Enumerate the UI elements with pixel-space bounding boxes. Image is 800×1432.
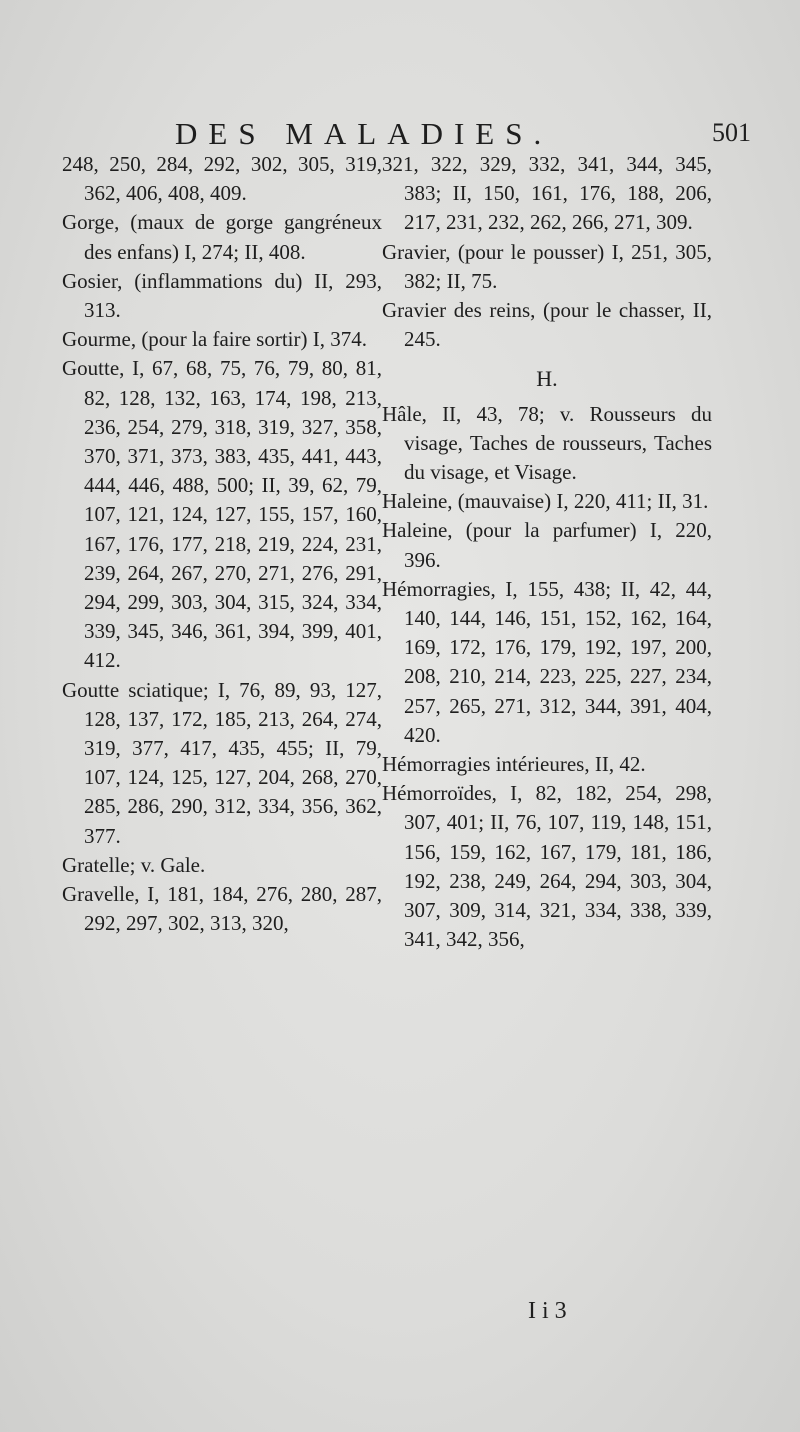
section-letter-heading: H.	[536, 366, 558, 392]
index-entry: Gorge, (maux de gorge gangréneux des enfans) I, 274; II, 408.	[62, 210, 382, 264]
index-entry: Gratelle; v. Gale.	[62, 852, 206, 877]
index-entry: Haleine, (mauvaise) I, 220, 411; II, 31.	[382, 489, 709, 514]
index-entry: Hémorragies intérieures, II, 42.	[382, 752, 646, 777]
index-entry: Gravier des reins, (pour le chasser, II, 245.	[382, 298, 712, 352]
index-entry: Gourme, (pour la faire sortir) I, 374.	[62, 327, 367, 352]
index-entry: Haleine, (pour la parfumer) I, 220, 396.	[382, 518, 712, 572]
index-entry: 248, 250, 284, 292, 302, 305, 319, 362, 406, 408, 409.	[62, 152, 382, 206]
left-column	[62, 150, 382, 938]
index-entry: Hâle, II, 43, 78; v. Rousseurs du visage, Taches de rousseurs, Taches du visage, et Visage.	[382, 401, 712, 485]
running-title: DES MALADIES.	[175, 116, 553, 151]
index-entry: Goutte sciatique; I, 76, 89, 93, 127, 128, 137, 172, 185, 213, 264, 274, 319, 377, 417, 435, 455; II, 79, 107, 124, 125, 127, 204, 268, 270, 285, 286, 290, 312, 334, 356, 362, 377.	[62, 677, 382, 848]
index-entry: 321, 322, 329, 332, 341, 344, 345, 383; II, 150, 161, 176, 188, 206, 217, 231, 232, 262, 266, 271, 309.	[382, 152, 712, 235]
index-entry: Gosier, (inflammations du) II, 293, 313.	[62, 268, 382, 323]
index-entry: Gravier, (pour le pousser) I, 251, 305, 382; II, 75.	[382, 239, 712, 293]
index-entry: Hémorroïdes, I, 82, 182, 254, 298, 307, 401; II, 76, 107, 119, 148, 151, 156, 159, 162, 167, 179, 181, 186, 192, 238, 249, 264, 294, 303, 304, 307, 309, 314, 321, 334, 338, 339, 341, 342, 356,	[382, 781, 712, 952]
page-number: 501	[712, 118, 751, 147]
index-entry: Goutte, I, 67, 68, 75, 76, 79, 80, 81, 82, 128, 132, 163, 174, 198, 213, 236, 254, 279, 318, 319, 327, 358, 370, 371, 373, 383, 435, 441, 443, 444, 446, 488, 500; II, 39, 62, 79, 107, 121, 124, 127, 155, 157, 160, 167, 176, 177, 218, 219, 224, 231, 239, 264, 267, 270, 271, 276, 291, 294, 299, 303, 304, 315, 324, 334, 339, 345, 346, 361, 394, 399, 401, 412.	[62, 356, 382, 673]
index-entry: Gravelle, I, 181, 184, 276, 280, 287, 292, 297, 302, 313, 320,	[62, 882, 382, 936]
index-entry: Hémorragies, I, 155, 438; II, 42, 44, 140, 144, 146, 151, 152, 162, 164, 169, 172, 176, 179, 192, 197, 200, 208, 210, 214, 223, 225, 227, 234, 257, 265, 271, 312, 344, 391, 404, 420.	[382, 576, 712, 747]
right-column	[382, 150, 712, 954]
signature-mark: I i 3	[528, 1298, 567, 1324]
